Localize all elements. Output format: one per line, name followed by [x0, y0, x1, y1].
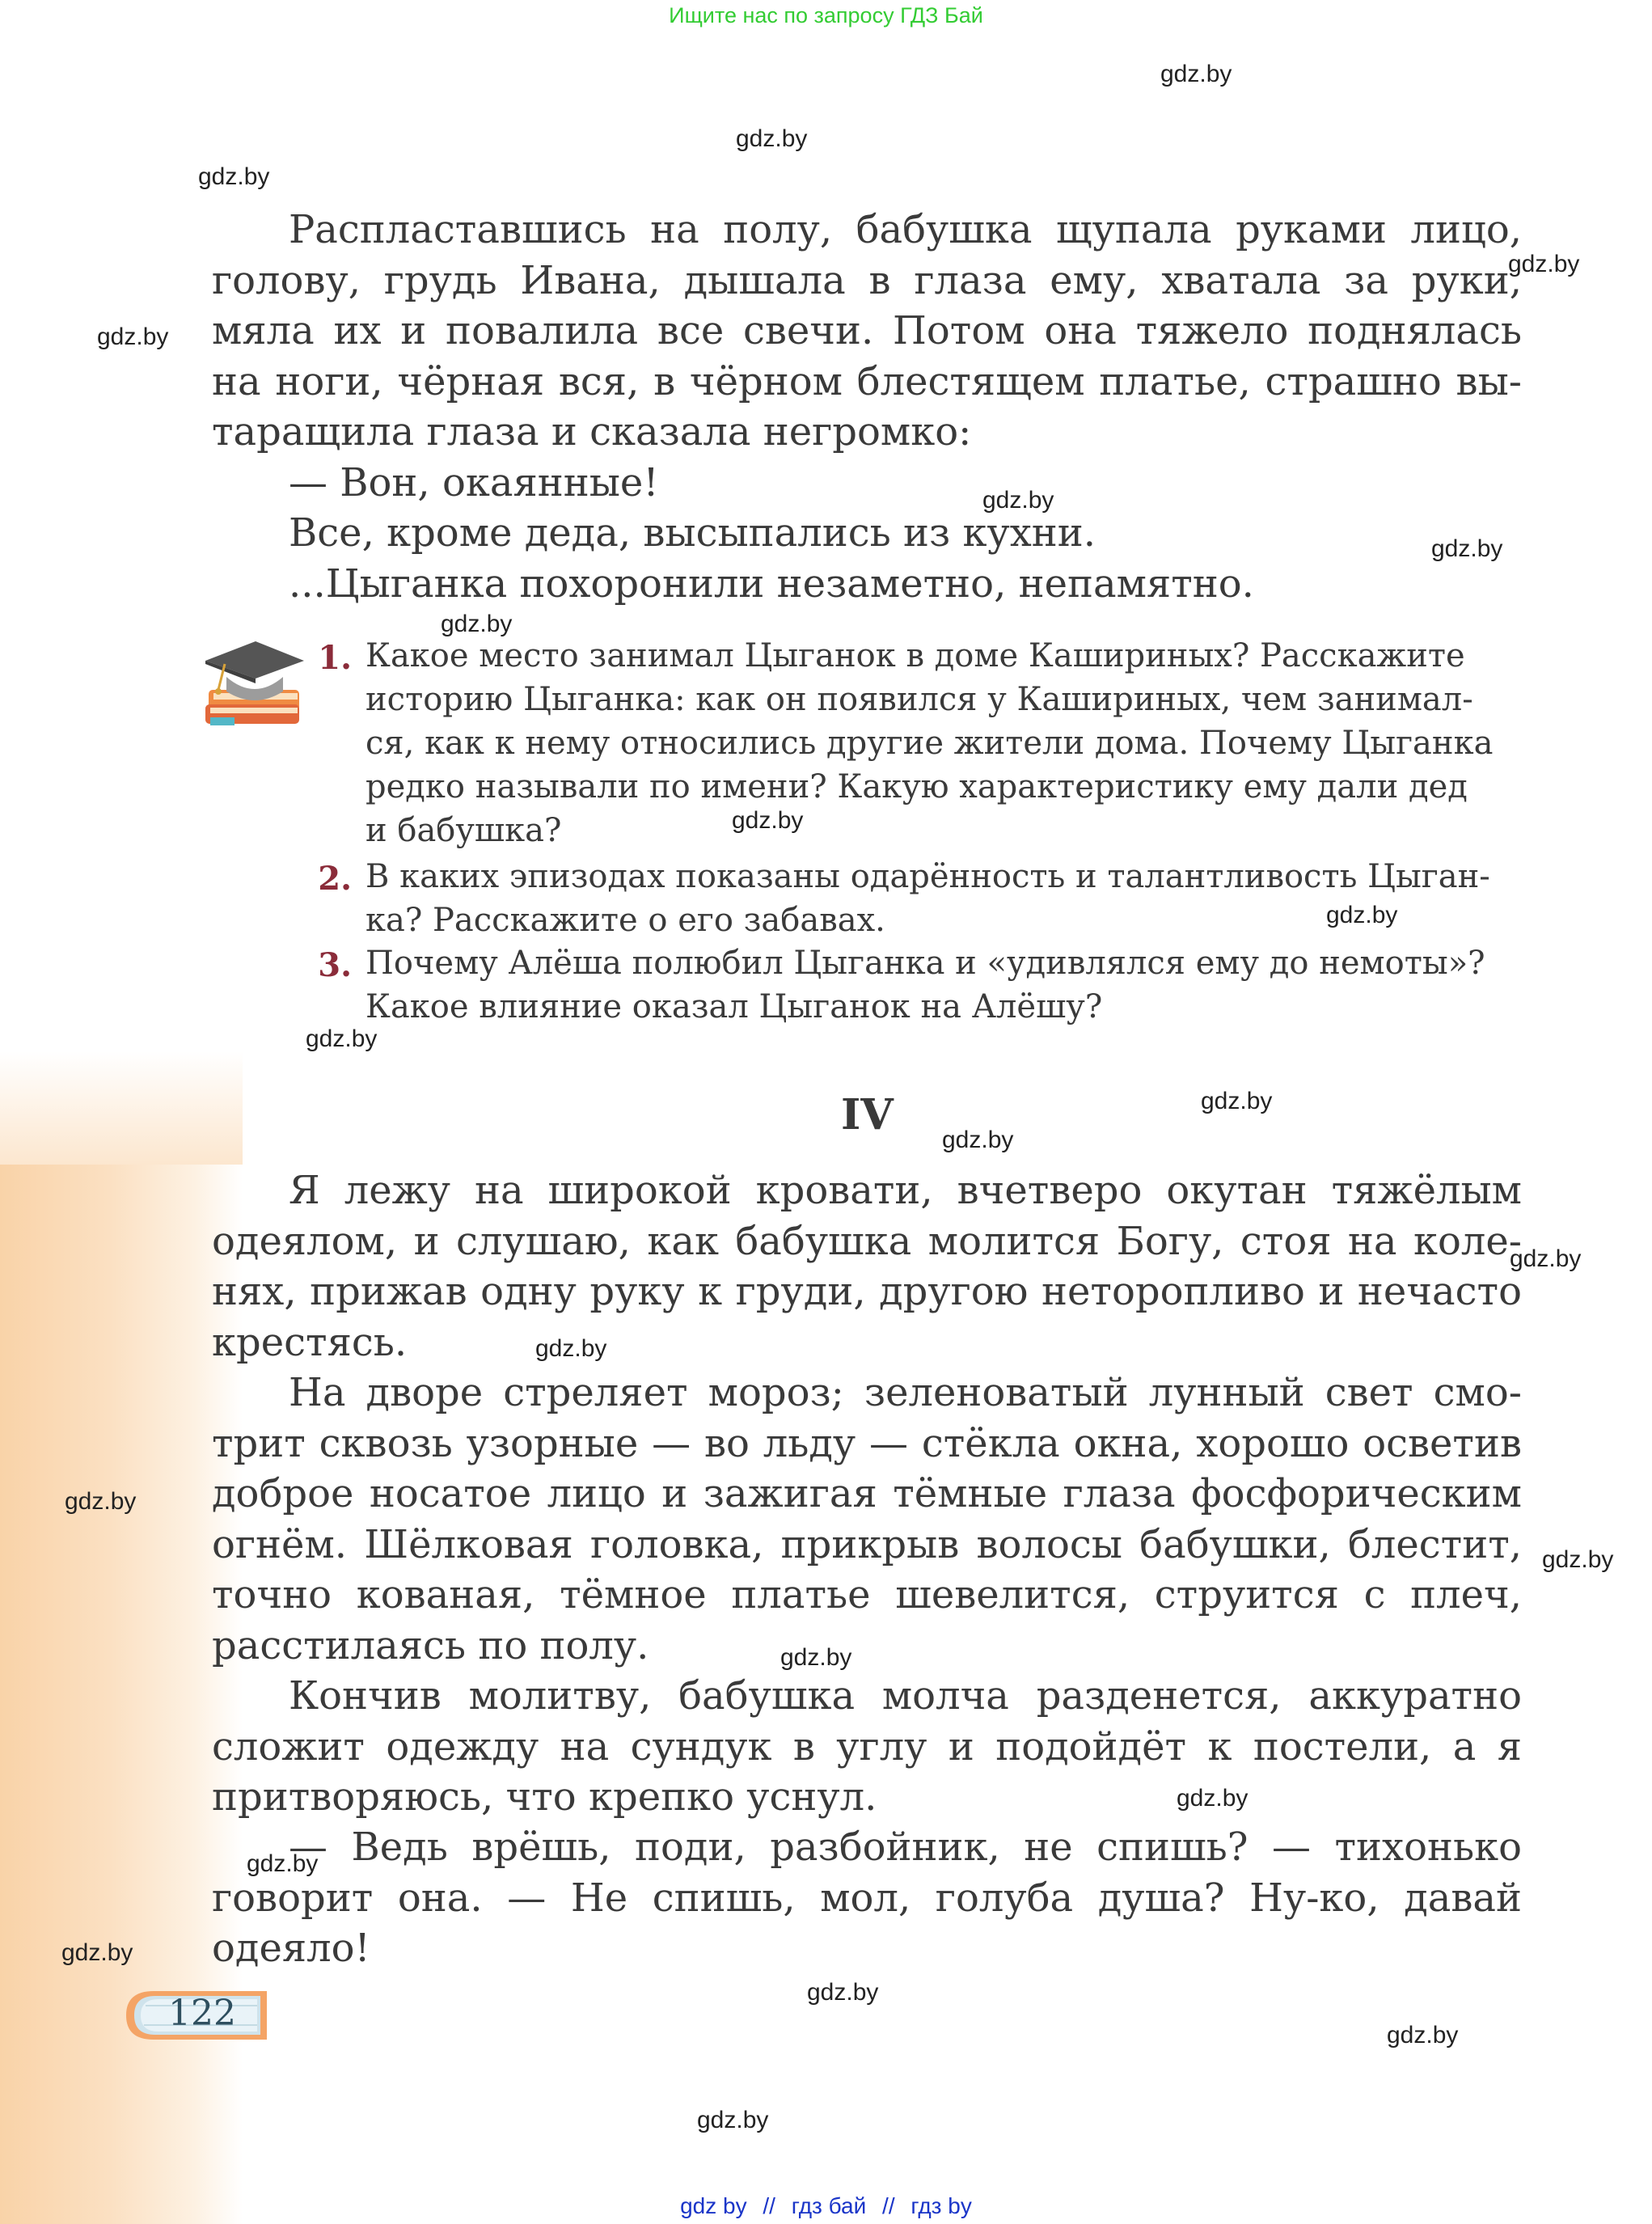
question-number: 1. [318, 639, 352, 677]
watermark: gdz.by [65, 1488, 137, 1515]
question-text: Какое влияние оказал Цыганок на Алёшу? [365, 988, 1103, 1025]
paragraph-frost [212, 1368, 1522, 1671]
question-text: и бабушка? [365, 812, 562, 849]
text-line: трит сквозь узорные — во льду — стёкла окна, хорошо осветив [212, 1420, 1522, 1466]
watermark: gdz.by [982, 487, 1054, 514]
text-line: говорит она. — Не спишь, мол, голуба душа? Ну-ко, давай [212, 1875, 1522, 1921]
text-line: Все, кроме деда, высыпались из кухни. [289, 510, 1096, 556]
text-line: Распластавшись на полу, бабушка щупала руками лицо, [289, 207, 1522, 252]
watermark: gdz.by [306, 1025, 378, 1052]
watermark: gdz.by [97, 323, 169, 350]
question-number: 2. [318, 860, 352, 898]
text-line: таращила глаза и сказала негромко: [212, 409, 972, 455]
page-number-tab [121, 1988, 267, 2043]
footer-separator: // [882, 2193, 895, 2218]
question-text: В каких эпизодах показаны одарённость и талантливость Цыган- [365, 858, 1490, 895]
text-line: мяла их и повалила все свечи. Потом она тяжело поднялась [212, 308, 1522, 353]
text-line: точно кованая, тёмное платье шевелится, струится с плеч, [212, 1572, 1522, 1617]
paragraph-dialogue [212, 1822, 1522, 1974]
watermark: gdz.by [697, 2107, 769, 2133]
watermark: gdz.by [1201, 1088, 1273, 1114]
text-line: крестясь. [212, 1319, 408, 1365]
watermark: gdz.by [1326, 902, 1398, 928]
page-sidebar-decoration [0, 1165, 243, 2224]
watermark: gdz.by [535, 1335, 607, 1362]
text-line: расстилаясь по полу. [212, 1622, 649, 1668]
question-text: Почему Алёша полюбил Цыганка и «удивлялся ему до немоты»? [365, 945, 1485, 982]
question-text: редко называли по имени? Какую характеристику ему дали дед [365, 768, 1468, 805]
watermark: gdz.by [441, 611, 513, 637]
text-line: доброе носатое лицо и зажигая тёмные глаза фосфорическим [212, 1471, 1522, 1516]
watermark: gdz.by [732, 807, 804, 834]
watermark: gdz.by [1508, 251, 1580, 277]
question-text: историю Цыганка: как он появился у Кашириных, чем занимал- [365, 681, 1473, 718]
text-line: огнём. Шёлковая головка, прикрыв волосы бабушки, блестит, [212, 1521, 1522, 1567]
paragraph-prayer [212, 1165, 1522, 1368]
footer-separator: // [763, 2193, 775, 2218]
page-number: 122 [168, 1993, 236, 2034]
footer-links [0, 2193, 1652, 2219]
watermark: gdz.by [198, 163, 270, 190]
watermark: gdz.by [780, 1644, 852, 1671]
watermark: gdz.by [61, 1939, 133, 1966]
chapter-heading: IV [841, 1090, 894, 1139]
watermark: gdz.by [942, 1127, 1014, 1153]
text-line: — Ведь врёшь, поди, разбойник, не спишь? — тихонько [289, 1824, 1522, 1870]
question-text: ка? Расскажите о его забавах. [365, 902, 885, 939]
paragraph-undress [212, 1671, 1522, 1823]
watermark: gdz.by [1177, 1785, 1249, 1812]
text-line: притворяюсь, что крепко уснул. [212, 1774, 877, 1820]
watermark: gdz.by [1510, 1245, 1582, 1272]
watermark: gdz.by [736, 125, 808, 152]
paragraph-grandmother [212, 205, 1522, 458]
text-line: голову, грудь Ивана, дышала в глаза ему, хватала за руки, [212, 257, 1522, 303]
watermark: gdz.by [1431, 535, 1503, 562]
text-line: Кончив молитву, бабушка молча разденется, аккуратно [289, 1673, 1522, 1719]
text-line: на ноги, чёрная вся, в чёрном блестящем платье, страшно вы- [212, 358, 1522, 404]
watermark: gdz.by [807, 1979, 879, 2006]
footer-link[interactable]: гдз бай [791, 2193, 867, 2218]
watermark: gdz.by [247, 1850, 319, 1877]
dialogue-line: — Вон, окаянные! [289, 460, 659, 505]
graduation-cap-books-icon [202, 627, 307, 732]
watermark: gdz.by [1387, 2022, 1459, 2049]
text-line: ...Цыганка похоронили незаметно, непамятно. [289, 561, 1254, 607]
sidebar-fade [0, 1051, 243, 1181]
question-text: Какое место занимал Цыганок в доме Кашириных? Расскажите [365, 637, 1465, 674]
watermark: gdz.by [1542, 1546, 1614, 1573]
question-number: 3. [318, 946, 352, 984]
question-text: ся, как к нему относились другие жители дома. Почему Цыганка [365, 725, 1494, 762]
text-line: сложит одежду на сундук в углу и подойдёт к постели, а я [212, 1723, 1522, 1769]
text-line: одеяло! [212, 1926, 370, 1971]
watermark: gdz.by [1160, 61, 1232, 87]
text-line: одеялом, и слушаю, как бабушка молится Богу, стоя на коле- [212, 1218, 1522, 1264]
top-banner[interactable]: Ищите нас по запросу ГДЗ Бай [669, 3, 983, 27]
footer-link[interactable]: гдз by [911, 2193, 972, 2218]
text-line: Я лежу на широкой кровати, вчетверо окутан тяжёлым [289, 1168, 1522, 1213]
text-line: нях, прижав одну руку к груди, другою неторопливо и нечасто [212, 1269, 1522, 1314]
footer-link[interactable]: gdz by [680, 2193, 747, 2218]
text-line: На дворе стреляет мороз; зеленоватый лунный свет смо- [289, 1370, 1522, 1415]
